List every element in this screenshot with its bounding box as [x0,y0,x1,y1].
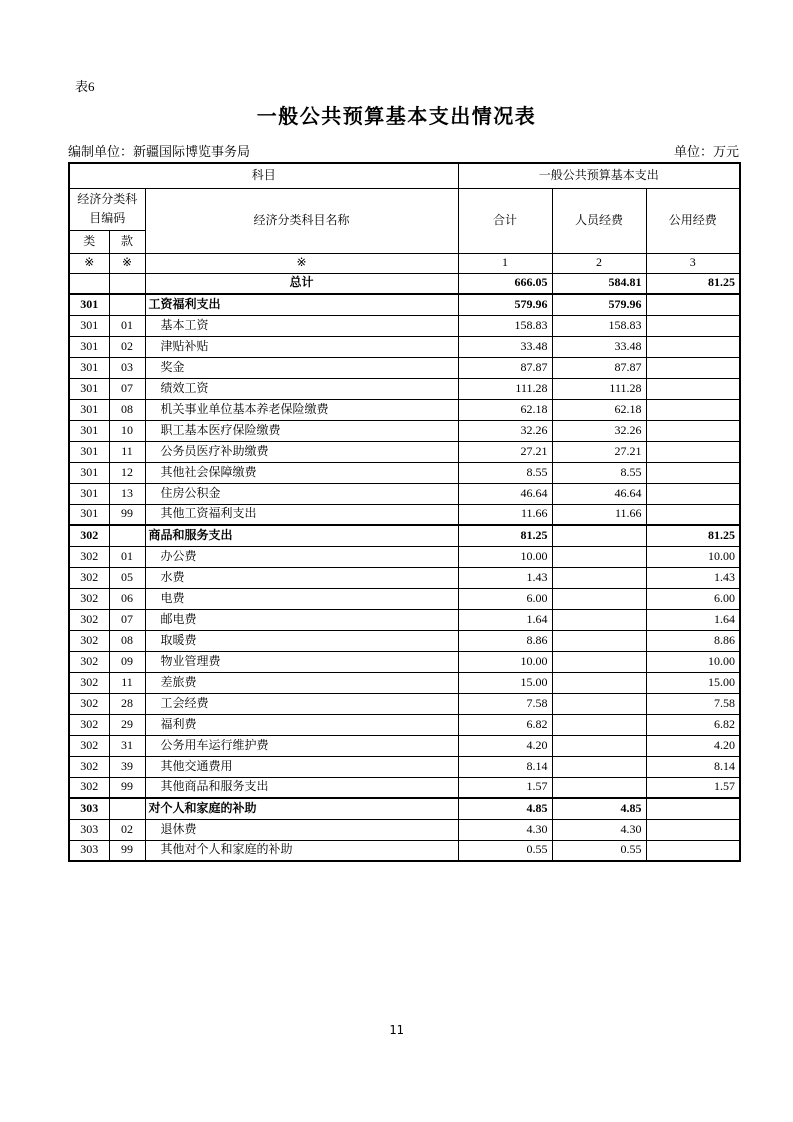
cell-item-code: 05 [109,567,145,588]
cell-personnel [552,714,646,735]
header-budget-group: 一般公共预算基本支出 [458,163,740,188]
cell-subject-name: 福利费 [145,714,458,735]
cell-class-code: 302 [69,525,109,546]
cell-item-code: 07 [109,378,145,399]
table-row [69,462,740,483]
cell-personnel: 8.55 [552,462,646,483]
table-row [69,294,740,315]
header-code-group: 经济分类科目编码 [69,188,145,230]
cell-class-code: 301 [69,357,109,378]
cell-public: 8.14 [646,756,740,777]
table-row [69,651,740,672]
table-row [69,504,740,525]
cell-subject-name: 住房公积金 [145,483,458,504]
cell-total: 11.66 [458,504,552,525]
cell-personnel [552,567,646,588]
cell-public: 81.25 [646,273,740,294]
cell-subject-name: 机关事业单位基本养老保险缴费 [145,399,458,420]
cell-personnel [552,777,646,798]
cell-total: 0.55 [458,840,552,861]
cell-subject-name: 其他商品和服务支出 [145,777,458,798]
cell-public [646,798,740,819]
cell-personnel: 27.21 [552,441,646,462]
cell-subject-name: 办公费 [145,546,458,567]
cell-total: 1.43 [458,567,552,588]
cell-class-code: 302 [69,630,109,651]
cell-class-code: 301 [69,315,109,336]
cell-personnel [552,546,646,567]
cell-personnel: 584.81 [552,273,646,294]
table-label: 表6 [75,79,95,94]
cell-item-code: 29 [109,714,145,735]
cell-personnel [552,609,646,630]
cell-public: 10.00 [646,546,740,567]
cell-total: 81.25 [458,525,552,546]
cell-class-code: 301 [69,336,109,357]
cell-total: 8.14 [458,756,552,777]
cell-item-code: 08 [109,630,145,651]
cell-personnel: 111.28 [552,378,646,399]
cell-item-code: 11 [109,672,145,693]
header-subject: 科目 [69,163,458,188]
cell-item-code [109,273,145,294]
cell-item-code: 13 [109,483,145,504]
cell-public: 15.00 [646,672,740,693]
page-number: 11 [389,1023,404,1037]
cell-public [646,294,740,315]
table-row [69,756,740,777]
cell-total: 32.26 [458,420,552,441]
cell-public [646,336,740,357]
cell-personnel: 46.64 [552,483,646,504]
cell-personnel: 4.30 [552,819,646,840]
header-colnum-3: 3 [646,253,740,273]
table-row [69,798,740,819]
cell-item-code [109,525,145,546]
cell-personnel [552,588,646,609]
header-colnum-2: 2 [552,253,646,273]
meta-row [68,141,739,160]
cell-item-code: 07 [109,609,145,630]
cell-total: 579.96 [458,294,552,315]
cell-personnel: 32.26 [552,420,646,441]
cell-public [646,399,740,420]
cell-public [646,462,740,483]
cell-total: 158.83 [458,315,552,336]
table-row [69,378,740,399]
cell-personnel [552,630,646,651]
cell-item-code [109,798,145,819]
cell-item-code: 99 [109,504,145,525]
cell-subject-name: 其他社会保障缴费 [145,462,458,483]
cell-personnel: 11.66 [552,504,646,525]
cell-personnel: 579.96 [552,294,646,315]
cell-total: 27.21 [458,441,552,462]
cell-item-code: 02 [109,819,145,840]
header-row-refs [69,253,740,273]
cell-class-code: 302 [69,588,109,609]
cell-public: 6.82 [646,714,740,735]
cell-subject-name: 其他工资福利支出 [145,504,458,525]
cell-personnel [552,756,646,777]
cell-item-code: 08 [109,399,145,420]
cell-class-code: 302 [69,672,109,693]
cell-public: 8.86 [646,630,740,651]
cell-subject-name: 公务员医疗补助缴费 [145,441,458,462]
ref-mark-item: ※ [109,253,145,273]
table-row [69,693,740,714]
cell-public: 1.64 [646,609,740,630]
header-class-col: 类 [69,230,109,253]
header-name-col: 经济分类科目名称 [145,188,458,253]
header-colnum-1: 1 [458,253,552,273]
cell-class-code: 302 [69,693,109,714]
cell-personnel [552,525,646,546]
table-header [69,163,740,273]
cell-total: 8.86 [458,630,552,651]
cell-total: 1.64 [458,609,552,630]
header-public-col: 公用经费 [646,188,740,253]
cell-item-code: 02 [109,336,145,357]
cell-subject-name: 职工基本医疗保险缴费 [145,420,458,441]
cell-total: 4.85 [458,798,552,819]
cell-item-code: 09 [109,651,145,672]
cell-class-code [69,273,109,294]
cell-total: 15.00 [458,672,552,693]
table-row [69,819,740,840]
cell-total: 8.55 [458,462,552,483]
table-row [69,672,740,693]
cell-personnel: 62.18 [552,399,646,420]
cell-public [646,483,740,504]
header-item-col: 款 [109,230,145,253]
table-row [69,525,740,546]
cell-public: 1.57 [646,777,740,798]
cell-public: 1.43 [646,567,740,588]
cell-item-code: 03 [109,357,145,378]
cell-class-code: 302 [69,651,109,672]
cell-item-code: 01 [109,546,145,567]
cell-public: 10.00 [646,651,740,672]
cell-total: 4.20 [458,735,552,756]
header-total-col: 合计 [458,188,552,253]
cell-class-code: 303 [69,798,109,819]
cell-total: 666.05 [458,273,552,294]
cell-public [646,504,740,525]
table-row [69,483,740,504]
cell-subject-name: 退休费 [145,819,458,840]
cell-item-code: 39 [109,756,145,777]
cell-subject-name: 其他交通费用 [145,756,458,777]
cell-item-code: 99 [109,840,145,861]
cell-subject-name: 总计 [145,273,458,294]
cell-total: 62.18 [458,399,552,420]
cell-class-code: 301 [69,294,109,315]
table-row [69,735,740,756]
cell-item-code: 99 [109,777,145,798]
cell-subject-name: 工会经费 [145,693,458,714]
budget-table-container [68,162,741,862]
table-row [69,567,740,588]
cell-public [646,819,740,840]
cell-total: 4.30 [458,819,552,840]
table-row [69,273,740,294]
cell-public: 6.00 [646,588,740,609]
cell-item-code: 28 [109,693,145,714]
table-row [69,315,740,336]
cell-subject-name: 绩效工资 [145,378,458,399]
cell-total: 87.87 [458,357,552,378]
unit-label: 单位：万元 [673,144,739,159]
table-row [69,546,740,567]
cell-personnel: 33.48 [552,336,646,357]
table-row [69,420,740,441]
cell-total: 111.28 [458,378,552,399]
cell-class-code: 303 [69,819,109,840]
header-row-groups [69,163,740,188]
cell-personnel: 0.55 [552,840,646,861]
cell-subject-name: 津贴补贴 [145,336,458,357]
cell-class-code: 301 [69,462,109,483]
cell-personnel [552,672,646,693]
cell-subject-name: 取暖费 [145,630,458,651]
cell-personnel [552,735,646,756]
table-row [69,357,740,378]
cell-item-code [109,294,145,315]
cell-public [646,315,740,336]
cell-class-code: 302 [69,546,109,567]
cell-class-code: 302 [69,714,109,735]
cell-subject-name: 物业管理费 [145,651,458,672]
cell-total: 10.00 [458,546,552,567]
cell-class-code: 301 [69,483,109,504]
cell-total: 1.57 [458,777,552,798]
header-personnel-col: 人员经费 [552,188,646,253]
table-row [69,609,740,630]
cell-personnel [552,693,646,714]
cell-item-code: 12 [109,462,145,483]
cell-class-code: 302 [69,567,109,588]
cell-subject-name: 工资福利支出 [145,294,458,315]
header-row-columns [69,188,740,230]
cell-public [646,378,740,399]
cell-subject-name: 基本工资 [145,315,458,336]
cell-personnel: 87.87 [552,357,646,378]
prepared-by-label: 编制单位：新疆国际博览事务局 [68,144,251,159]
cell-subject-name: 其他对个人和家庭的补助 [145,840,458,861]
cell-personnel: 158.83 [552,315,646,336]
cell-total: 7.58 [458,693,552,714]
cell-subject-name: 水费 [145,567,458,588]
cell-subject-name: 公务用车运行维护费 [145,735,458,756]
cell-class-code: 302 [69,777,109,798]
cell-class-code: 301 [69,378,109,399]
cell-total: 6.00 [458,588,552,609]
cell-public [646,420,740,441]
cell-subject-name: 电费 [145,588,458,609]
ref-mark-name: ※ [145,253,458,273]
cell-subject-name: 差旅费 [145,672,458,693]
table-row [69,630,740,651]
cell-total: 33.48 [458,336,552,357]
cell-personnel [552,651,646,672]
table-row [69,399,740,420]
ref-mark-class: ※ [69,253,109,273]
cell-public [646,441,740,462]
table-row [69,840,740,861]
cell-item-code: 10 [109,420,145,441]
cell-subject-name: 商品和服务支出 [145,525,458,546]
cell-class-code: 301 [69,504,109,525]
cell-class-code: 302 [69,756,109,777]
cell-class-code: 301 [69,399,109,420]
cell-public [646,840,740,861]
cell-item-code: 01 [109,315,145,336]
cell-class-code: 301 [69,420,109,441]
table-row [69,336,740,357]
budget-table [68,162,741,862]
cell-class-code: 302 [69,735,109,756]
cell-total: 10.00 [458,651,552,672]
cell-public: 4.20 [646,735,740,756]
table-body [69,273,740,861]
cell-class-code: 301 [69,441,109,462]
cell-subject-name: 奖金 [145,357,458,378]
page-title: 一般公共预算基本支出情况表 [256,106,537,128]
cell-item-code: 31 [109,735,145,756]
cell-item-code: 11 [109,441,145,462]
cell-subject-name: 邮电费 [145,609,458,630]
cell-personnel: 4.85 [552,798,646,819]
cell-item-code: 06 [109,588,145,609]
table-row [69,441,740,462]
table-row [69,777,740,798]
cell-class-code: 302 [69,609,109,630]
cell-class-code: 303 [69,840,109,861]
cell-total: 46.64 [458,483,552,504]
table-row [69,714,740,735]
cell-public: 7.58 [646,693,740,714]
cell-total: 6.82 [458,714,552,735]
cell-public: 81.25 [646,525,740,546]
cell-public [646,357,740,378]
cell-subject-name: 对个人和家庭的补助 [145,798,458,819]
table-row [69,588,740,609]
